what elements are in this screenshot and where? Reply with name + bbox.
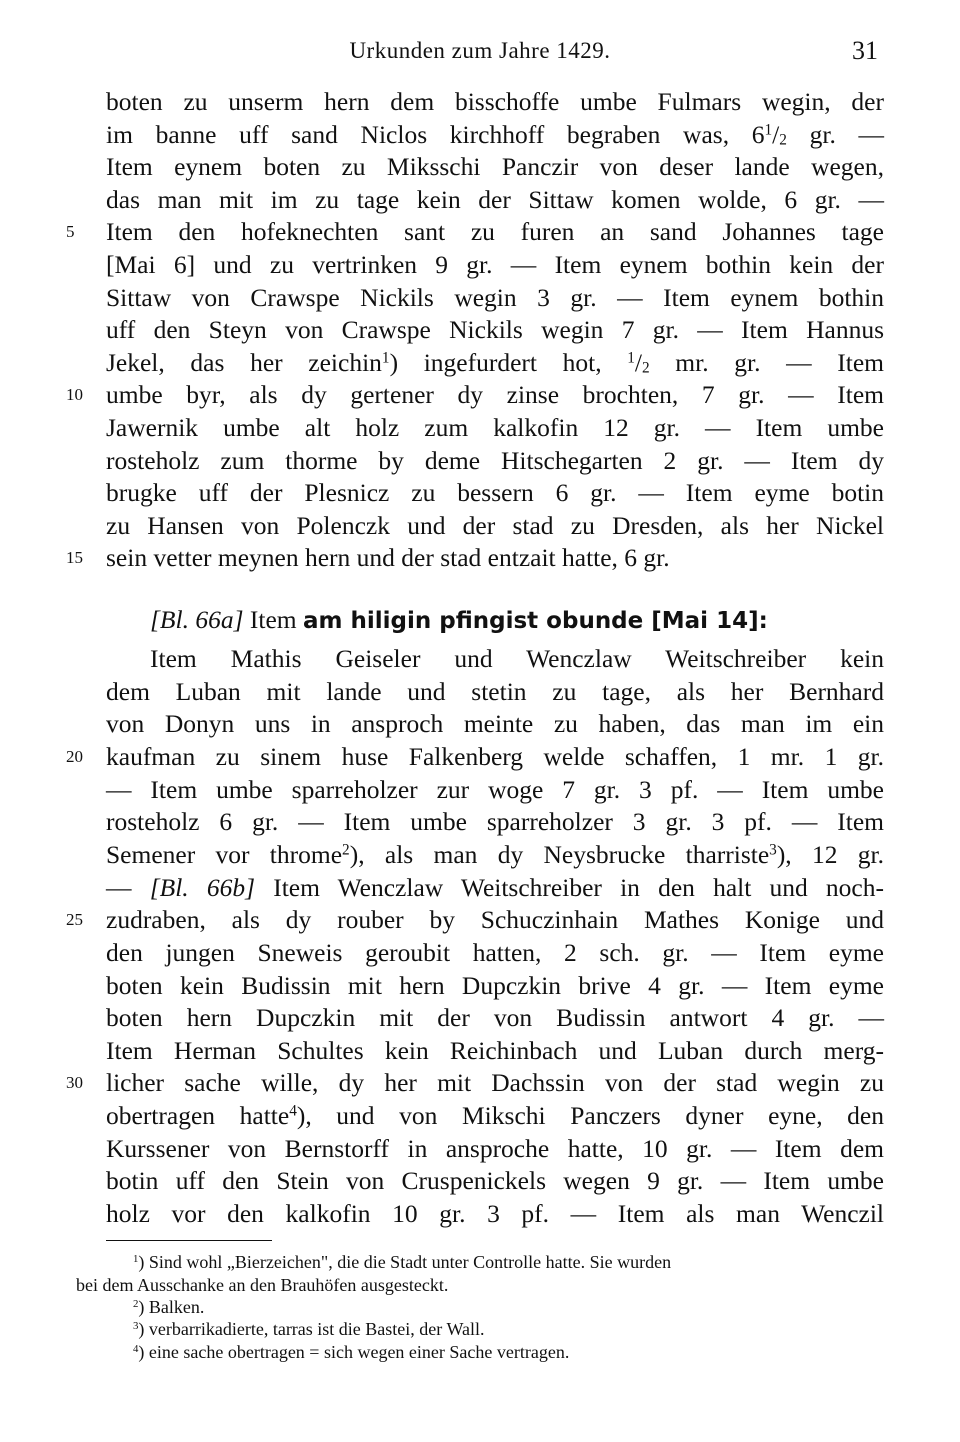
body-line — [106, 86, 884, 118]
line-number: 15 — [66, 548, 83, 568]
footnote-text: ) Balken. — [138, 1297, 205, 1317]
page-header — [0, 36, 960, 66]
body-line — [106, 184, 884, 216]
text-run: das man mit im zu tage kein der Sittaw komen wolde, 6 gr. — — [106, 184, 884, 214]
text-run: umbe byr, als dy gertener dy zinse brochten, 7 gr. — Item — [106, 380, 884, 410]
text-run: botin uff den Stein von Cruspenickels wegen 9 gr. — Item umbe — [106, 1166, 884, 1196]
fraction-numerator: 1 — [764, 121, 773, 139]
body-line — [106, 347, 884, 379]
section-line — [106, 741, 884, 773]
section-line — [106, 1035, 884, 1067]
body-line — [106, 379, 884, 411]
section-line — [106, 1133, 884, 1165]
body-line — [106, 510, 884, 542]
fraction-denominator: 2 — [642, 359, 650, 377]
text-run: obertragen hatte — [106, 1101, 290, 1131]
body-line — [106, 412, 884, 444]
fraction-slash: / — [772, 119, 780, 149]
footnote-ref: 2 — [342, 841, 350, 859]
text-run: Item Mathis Geiseler und Wenczlaw Weitschreiber kein — [150, 644, 884, 673]
body-line — [106, 216, 884, 248]
text-run: Jekel, das her zeichin — [106, 347, 382, 377]
footnote-line — [133, 1317, 923, 1341]
text-run: boten zu unserm hern dem bisschoffe umbe Fulmars wegin, der — [106, 87, 884, 116]
footnote-line — [133, 1250, 923, 1274]
section-line — [106, 937, 884, 969]
body-line — [106, 119, 884, 151]
text-run: Sittaw von Crawspe Nickils wegin 3 gr. — Item eynem bothin — [106, 282, 884, 312]
text-run: den jungen Sneweis geroubit hatten, 2 sch. gr. — Item eyme — [106, 937, 884, 967]
section-line — [106, 806, 884, 838]
text-run: im banne uff sand Niclos kirchhoff begraben was, 6 — [106, 119, 765, 149]
section-line — [106, 904, 884, 936]
body-line — [106, 542, 884, 574]
section-heading-line — [150, 604, 928, 636]
section-line — [106, 872, 884, 904]
body-line — [106, 314, 884, 346]
body-line — [106, 151, 884, 183]
line-number: 30 — [66, 1073, 83, 1093]
text-run: Semener vor throme — [106, 839, 343, 869]
text-run: [Mai 6] und zu vertrinken 9 gr. — Item eynem bothin kein der — [106, 250, 884, 279]
text-run: boten kein Budissin mit hern Dupczkin brive 4 gr. — Item eyme — [106, 970, 884, 1000]
footnote-number: 3 — [133, 1320, 139, 1333]
fraction-denominator: 2 — [779, 131, 787, 149]
text-run: — — [106, 872, 150, 902]
superscript-mark: 3 — [769, 841, 777, 859]
text-run: Item Wenczlaw Weitschreiber in den halt und noch- — [255, 872, 884, 902]
text-run: — Item umbe sparreholzer zur woge 7 gr. 3 pf. — Item umbe — [106, 774, 884, 804]
footnote-line — [133, 1295, 923, 1319]
text-run: rosteholz zum thorme by deme Hitschegarten 2 gr. — Item dy — [106, 445, 884, 475]
section-line — [150, 643, 884, 675]
text-run: brugke uff der Plesnicz zu bessern 6 gr. — Item eyme botin — [106, 478, 884, 508]
heading-bold-text: am hiligin pfingist obunde [Mai 14]: — [303, 608, 768, 634]
footnote-text: ) eine sache obertragen = sich wegen einer Sache vertragen. — [138, 1342, 570, 1362]
text-run: Item eynem boten zu Miksschi Panczir von deser lande wegen, — [106, 152, 884, 182]
body-line — [106, 477, 884, 509]
section-line — [106, 970, 884, 1002]
text-run: boten hern Dupczkin mit der von Budissin antwort 4 gr. — — [106, 1003, 884, 1033]
footnote-line — [76, 1273, 866, 1297]
superscript-mark: 1 — [627, 349, 635, 367]
text-run: ), als man dy Neysbrucke tharriste — [349, 839, 770, 869]
footnote-number: 2 — [133, 1298, 139, 1311]
section-line — [106, 774, 884, 806]
text-run: von Donyn uns in ansproch meinte zu haben, das man im ein — [106, 709, 884, 739]
text-run: zudraben, als dy rouber by Schuczinhain Mathes Konige und — [106, 905, 884, 935]
folio-mark: [Bl. 66a] — [150, 605, 244, 634]
body-line — [106, 282, 884, 314]
running-head: Urkunden zum Jahre 1429. — [349, 38, 611, 63]
line-number: 10 — [66, 385, 83, 405]
text-run: ), 12 gr. — [776, 839, 884, 869]
text-run: Item Herman Schultes kein Reichinbach und Luban durch merg- — [106, 1035, 884, 1065]
section-line — [106, 1165, 884, 1197]
footnote-number: 4 — [133, 1343, 139, 1356]
section-line — [106, 676, 884, 708]
page-number: 31 — [852, 36, 878, 65]
fraction-slash: / — [634, 347, 642, 377]
footnote-rule — [106, 1240, 272, 1241]
text-run: ), und von Mikschi Panczers dyner eyne, den — [296, 1101, 885, 1131]
text-run: licher sache wille, dy her mit Dachssin von der stad wegin zu — [106, 1068, 884, 1098]
text-run: holz vor den kalkofin 10 gr. 3 pf. — Item als man Wenczil — [106, 1199, 884, 1229]
text-run: Jawernik umbe alt holz zum kalkofin 12 gr. — Item umbe — [106, 413, 884, 442]
body-line — [106, 249, 884, 281]
text-run: ) ingefurdert hot, — [389, 347, 628, 377]
line-number: 5 — [66, 222, 75, 242]
text-run: dem Luban mit lande und stetin zu tage, als her Bernhard — [106, 676, 884, 706]
line-number: 20 — [66, 746, 83, 766]
footnote-text: ) Sind wohl „Bierzeichen", die die Stadt unter Controlle hatte. Sie wurden — [138, 1252, 672, 1272]
text-run: zu Hansen von Polenczk und der stad zu Dresden, als her Nickel — [106, 510, 884, 540]
section-line — [106, 1198, 884, 1230]
section-line — [106, 1067, 884, 1099]
footnote-text: ) verbarrikadierte, tarras ist die Bastei, der Wall. — [138, 1319, 485, 1339]
section-line — [106, 1002, 884, 1034]
text-run: rosteholz 6 gr. — Item umbe sparreholzer 3 gr. 3 pf. — Item — [106, 807, 884, 837]
section-line — [106, 839, 884, 871]
footnote-line — [133, 1340, 923, 1364]
footnote-ref: 1 — [381, 349, 390, 367]
heading-lead: Item — [249, 605, 297, 634]
text-run: gr. — — [786, 119, 884, 149]
text-run: sein vetter meynen hern und der stad entzait hatte, 6 gr. — [106, 543, 670, 573]
section-line — [106, 1100, 884, 1132]
line-number: 25 — [66, 910, 83, 930]
text-run: Item den hofeknechten sant zu furen an sand Johannes tage — [106, 217, 884, 247]
folio-mark: [Bl. 66b] — [149, 872, 256, 902]
footnote-ref: 4 — [289, 1102, 297, 1120]
footnote-number: 1 — [133, 1253, 139, 1266]
footnote-text: bei dem Ausschanke an den Brauhöfen ausgesteckt. — [76, 1275, 449, 1295]
text-run: kaufman zu sinem huse Falkenberg welde schaffen, 1 mr. 1 gr. — [106, 741, 884, 771]
section-line — [106, 708, 884, 740]
text-run: mr. gr. — Item — [649, 347, 884, 377]
text-run: uff den Steyn von Crawspe Nickils wegin 7 gr. — Item Hannus — [106, 315, 884, 345]
body-line — [106, 445, 884, 477]
text-run: Kurssener von Bernstorff in ansproche hatte, 10 gr. — Item dem — [106, 1133, 884, 1163]
